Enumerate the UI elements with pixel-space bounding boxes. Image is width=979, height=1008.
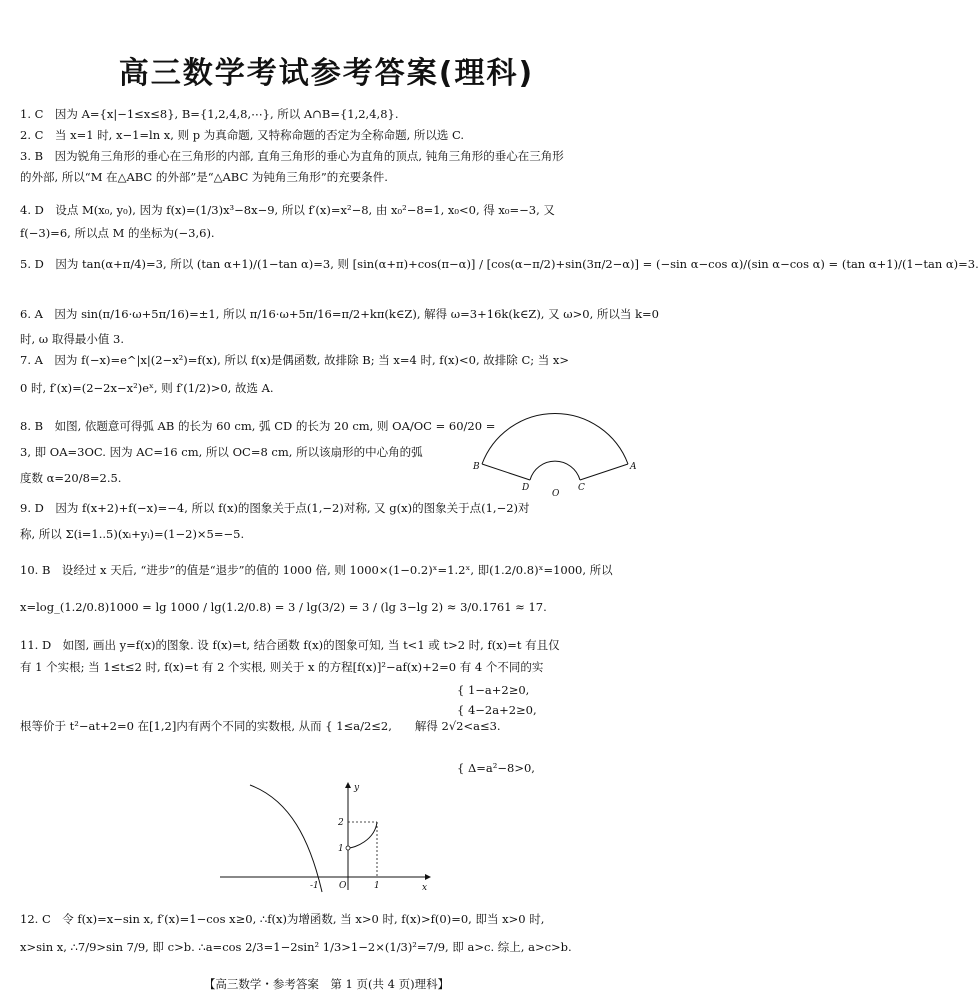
- page-footer: 【高三数学・参考答案 第 1 页(共 4 页)理科】: [203, 977, 450, 991]
- sector-figure: [470, 402, 645, 502]
- answer-line-q9a: 9. D 因为 f(x+2)+f(−x)=−4, 所以 f(x)的图象关于点(1,−2)对称, 又 g(x)的图象关于点(1,−2)对: [20, 501, 530, 515]
- open-point: [346, 846, 350, 850]
- y-axis-arrow: [345, 782, 351, 788]
- label-O: O: [552, 489, 560, 499]
- label-D: D: [522, 483, 530, 493]
- answer-line-q3b: 的外部, 所以“M 在△ABC 的外部”是“△ABC 为钝角三角形”的充要条件.: [20, 170, 388, 184]
- answer-line-q8a: 8. B 如图, 依题意可得弧 AB 的长为 60 cm, 弧 CD 的长为 20 cm, 则 OA/OC = 60/20 =: [20, 419, 496, 433]
- answer-line-q11b: 有 1 个实根; 当 1≤t≤2 时, f(x)=t 有 2 个实根, 则关于 x 的方程[f(x)]²−af(x)+2=0 有 4 个不同的实: [20, 660, 544, 674]
- label-A: A: [630, 462, 637, 472]
- answer-line-q7b: 0 时, f′(x)=(2−2x−x²)eˣ, 则 f′(1/2)>0, 故选 A.: [20, 381, 274, 395]
- answer-line-q11a: 11. D 如图, 画出 y=f(x)的图象. 设 f(x)=t, 结合函数 f(x)的图象可知, 当 t<1 或 t>2 时, f(x)=t 有且仅: [20, 638, 560, 652]
- answer-line-q11c: { 1−a+2≥0,: [20, 683, 530, 697]
- inner-arc: [530, 461, 580, 480]
- answer-line-q8b: 3, 即 OA=3OC. 因为 AC=16 cm, 所以 OC=8 cm, 所以该扇形的中心角的弧: [20, 445, 423, 459]
- answer-line-q11f: { Δ=a²−8>0,: [20, 761, 535, 775]
- curve-left: [250, 785, 322, 892]
- answer-line-q10b: x=log_(1.2/0.8)1000 = lg 1000 / lg(1.2/0.8) = 3 / lg(3/2) = 3 / (lg 3−lg 2) ≈ 3/0.1761 ≈ 17.: [20, 600, 547, 614]
- answer-line-q6a: 6. A 因为 sin(π/16·ω+5π/16)=±1, 所以 π/16·ω+5π/16=π/2+kπ(k∈Z), 解得 ω=3+16k(k∈Z), 又 ω>0, 所以当 k=0: [20, 307, 659, 321]
- label-x: x: [422, 883, 428, 893]
- answer-line-q5: 5. D 因为 tan(α+π/4)=3, 所以 (tan α+1)/(1−tan α)=3, 则 [sin(α+π)+cos(π−α)] / [cos(α−π/2)+sin(3π/2−α)] = (−sin α−cos α)/(sin α−cos α) = (tan α+1)/(1−tan α)=3.: [20, 257, 979, 271]
- answer-line-q1: 1. C 因为 A={x|−1≤x≤8}, B={1,2,4,8,⋯}, 所以 A∩B={1,2,4,8}.: [20, 107, 399, 121]
- answer-line-q7a: 7. A 因为 f(−x)=e^|x|(2−x²)=f(x), 所以 f(x)是偶函数, 故排除 B; 当 x=4 时, f(x)<0, 故排除 C; 当 x>: [20, 353, 570, 367]
- label-neg-one: -1: [310, 881, 319, 891]
- label-one: 1: [338, 844, 344, 854]
- answer-line-q11e: 根等价于 t²−at+2=0 在[1,2]内有两个不同的实数根, 从而 { 1≤a/2≤2, 解得 2√2<a≤3.: [20, 719, 501, 733]
- answer-line-q4a: 4. D 设点 M(x₀, y₀), 因为 f(x)=(1/3)x³−8x−9, 所以 f′(x)=x²−8, 由 x₀²−8=1, x₀<0, 得 x₀=−3, 又: [20, 203, 555, 217]
- label-B: B: [473, 462, 480, 472]
- answer-line-q4b: f(−3)=6, 所以点 M 的坐标为(−3,6).: [20, 226, 215, 240]
- curve-right: [348, 822, 377, 848]
- function-graph: [220, 780, 440, 895]
- radius-left: [482, 464, 530, 480]
- x-axis-arrow: [425, 874, 431, 880]
- answer-line-q3a: 3. B 因为锐角三角形的垂心在三角形的内部, 直角三角形的垂心为直角的顶点, 钝角三角形的垂心在三角形: [20, 149, 564, 163]
- answer-line-q9b: 称, 所以 Σ(i=1..5)(xᵢ+yᵢ)=(1−2)×5=−5.: [20, 527, 245, 541]
- answer-line-q6b: 时, ω 取得最小值 3.: [20, 332, 124, 346]
- page-title: 高三数学考试参考答案(理科): [118, 56, 535, 91]
- answer-line-q10a: 10. B 设经过 x 天后, “进步”的值是“退步”的值的 1000 倍, 则 1000×(1−0.2)ˣ=1.2ˣ, 即(1.2/0.8)ˣ=1000, 所以: [20, 563, 613, 577]
- label-x-one: 1: [374, 881, 380, 891]
- label-y: y: [354, 783, 360, 793]
- label-origin: O: [339, 881, 347, 891]
- label-two: 2: [338, 818, 344, 828]
- answer-line-q11d: { 4−2a+2≥0,: [20, 703, 537, 717]
- answer-line-q12a: 12. C 令 f(x)=x−sin x, f′(x)=1−cos x≥0, ∴f(x)为增函数, 当 x>0 时, f(x)>f(0)=0, 即当 x>0 时,: [20, 912, 545, 926]
- label-C: C: [578, 483, 585, 493]
- outer-arc: [482, 413, 628, 464]
- answer-line-q12b: x>sin x, ∴7/9>sin 7/9, 即 c>b. ∴a=cos 2/3=1−2sin² 1/3>1−2×(1/3)²=7/9, 即 a>c. 综上, a>c>b.: [20, 940, 572, 954]
- radius-right: [580, 464, 628, 480]
- answer-line-q2: 2. C 当 x=1 时, x−1=ln x, 则 p 为真命题, 又特称命题的否定为全称命题, 所以选 C.: [20, 128, 465, 142]
- answer-line-q8c: 度数 α=20/8=2.5.: [20, 471, 122, 485]
